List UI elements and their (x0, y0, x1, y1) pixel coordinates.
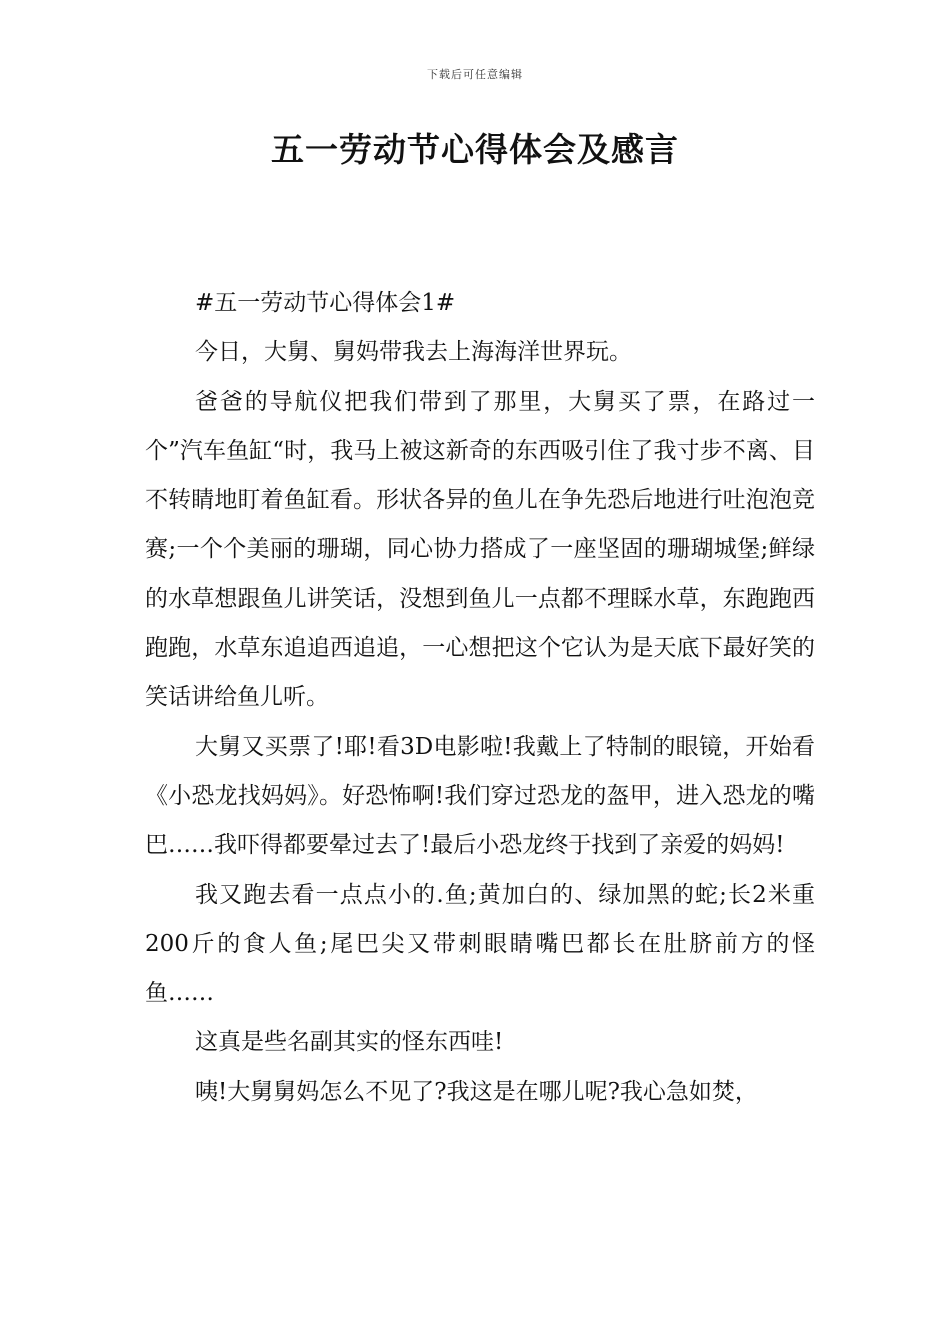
paragraph: 大舅又买票了!耶!看3D电影啦!我戴上了特制的眼镜，开始看《小恐龙找妈妈》。好恐怖啊!我们穿过恐龙的盔甲，进入恐龙的嘴巴……我吓得都要晕过去了!最后小恐龙终于找到了亲爱的妈妈! (145, 733, 815, 859)
paragraph: 咦!大舅舅妈怎么不见了?我这是在哪儿呢?我心急如焚， (195, 1078, 758, 1105)
paragraph: 今日，大舅、舅妈带我去上海海洋世界玩。 (195, 339, 632, 366)
paragraph: 我又跑去看一点点小的.鱼;黄加白的、绿加黑的蛇;长2米重200斤的食人鱼;尾巴尖又带刺眼睛嘴巴都长在肚脐前方的怪鱼…… (145, 881, 815, 1007)
paragraph: 这真是些名副其实的怪东西哇! (195, 1029, 504, 1056)
section-heading: #五一劳动节心得体会1# (195, 290, 456, 316)
document-body (145, 279, 815, 1117)
header-note: 下载后可任意编辑 (427, 68, 523, 81)
document-title: 五一劳动节心得体会及感言 (271, 130, 679, 169)
paragraph: 爸爸的导航仪把我们带到了那里，大舅买了票，在路过一个”汽车鱼缸“时，我马上被这新奇的东西吸引住了我寸步不离、目不转睛地盯着鱼缸看。形状各异的鱼儿在争先恐后地进行吐泡泡竞赛;一个个美丽的珊瑚，同心协力搭成了一座坚固的珊瑚城堡;鲜绿的水草想跟鱼儿讲笑话，没想到鱼儿一点都不理睬水草，东跑跑西跑跑，水草东追追西追追，一心想把这个它认为是天底下最好笑的笑话讲给鱼儿听。 (145, 388, 815, 711)
